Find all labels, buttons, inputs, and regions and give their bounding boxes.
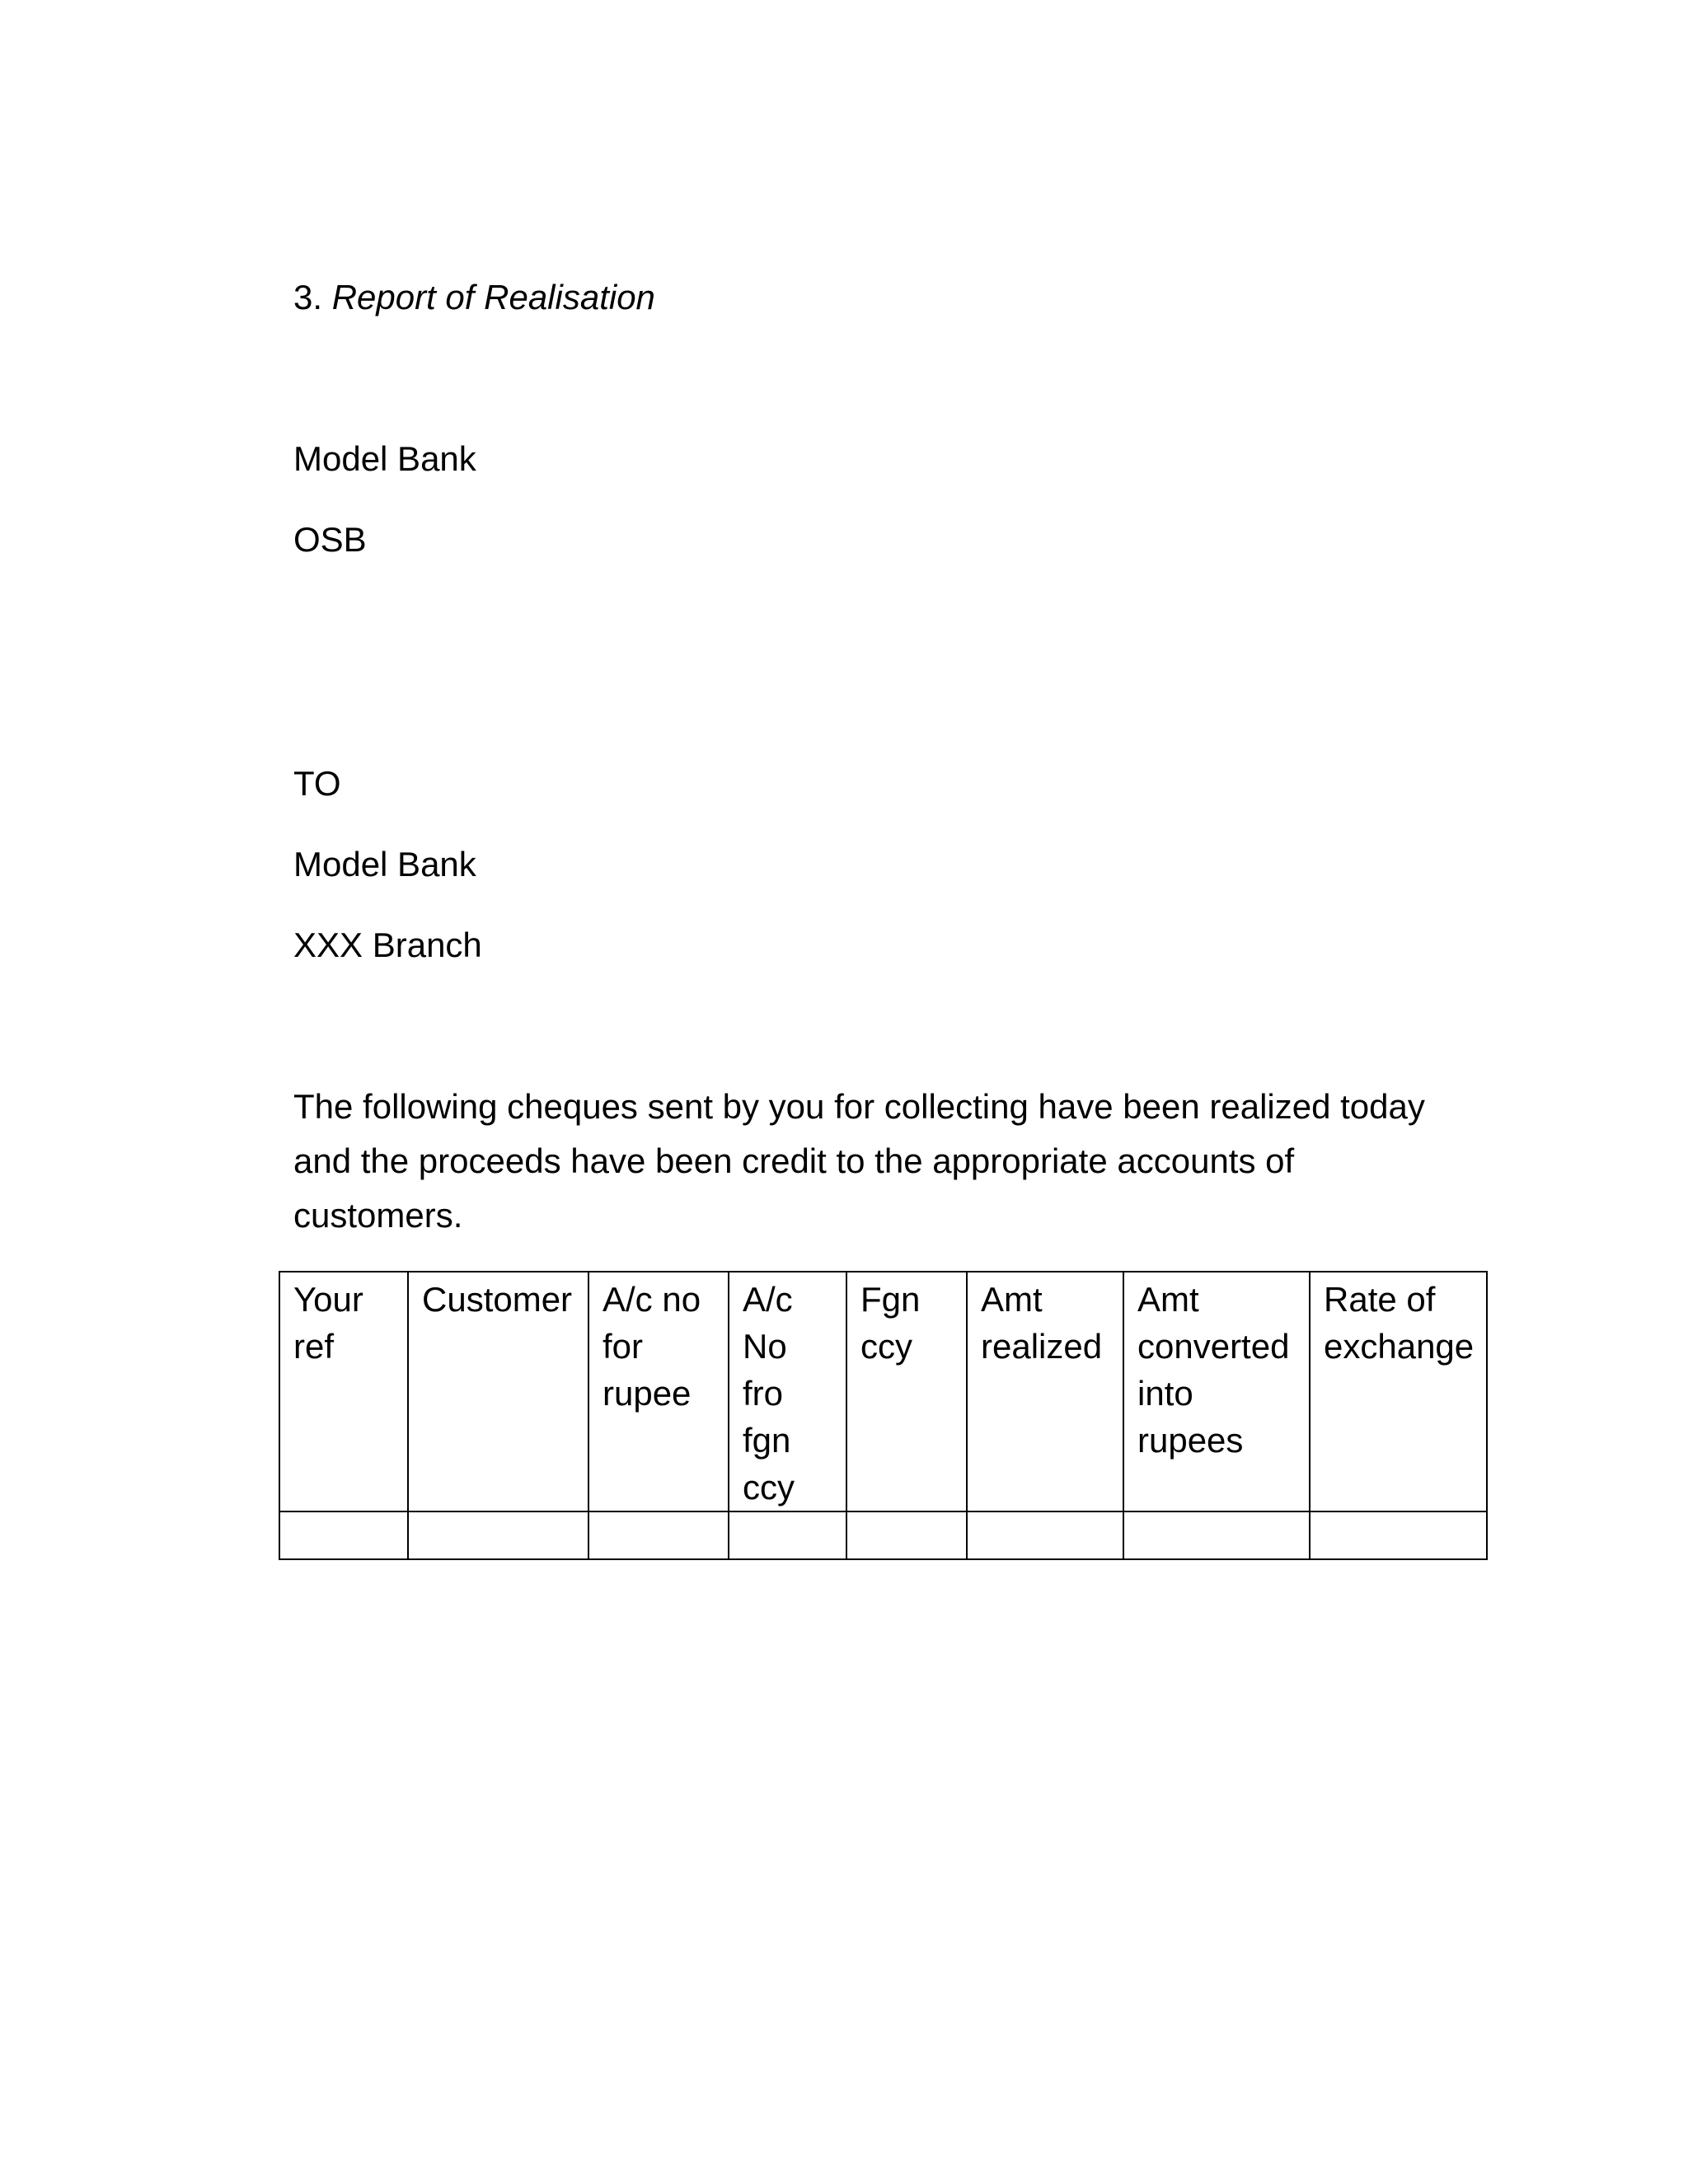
table-cell [279,1511,408,1559]
table-cell [967,1511,1123,1559]
body-paragraph [293,1080,1497,1243]
column-header-amt-realized [967,1272,1123,1511]
header-text: Amt [981,1280,1043,1319]
body-line: and the proceeds have been credit to the appropriate accounts of [293,1141,1295,1180]
to-bank: Model Bank [293,845,476,883]
header-text: exchange [1324,1327,1475,1366]
header-text: No [743,1327,787,1366]
table-cell [846,1511,967,1559]
table-cell [729,1511,846,1559]
header-text: rupees [1137,1421,1244,1460]
header-text: rupee [603,1374,692,1413]
realisation-table [279,1271,1488,1560]
header-text: fgn [743,1421,791,1460]
table-cell [1310,1511,1487,1559]
header-text: Customer [422,1280,573,1319]
header-text: converted [1137,1327,1290,1366]
column-header-ac-no-fgn-ccy [729,1272,846,1511]
column-header-your-ref [279,1272,408,1511]
column-header-rate-of-exchange [1310,1272,1487,1511]
header-text: ref [293,1327,335,1366]
header-text: for [603,1327,644,1366]
to-branch: XXX Branch [293,926,482,964]
table-row [279,1511,1487,1559]
column-header-ac-no-rupee [588,1272,729,1511]
body-line: customers. [293,1196,463,1235]
header-text: ccy [860,1327,912,1366]
from-branch: OSB [293,520,367,559]
header-text: Rate of [1324,1280,1436,1319]
heading-number: 3. [293,278,323,316]
table-header-row [279,1272,1487,1511]
header-text: ccy [743,1468,795,1507]
header-text: realized [981,1327,1103,1366]
body-line: The following cheques sent by you for collecting have been realized today [293,1087,1425,1126]
header-text: A/c no [603,1280,701,1319]
heading-title: Report of Realisation [331,278,655,316]
header-text: Amt [1137,1280,1199,1319]
header-text: Fgn [860,1280,921,1319]
header-text: Your [293,1280,363,1319]
column-header-amt-converted [1123,1272,1310,1511]
header-text: A/c [743,1280,793,1319]
header-text: fro [743,1374,784,1413]
table-cell [408,1511,588,1559]
from-bank: Model Bank [293,439,476,478]
column-header-fgn-ccy [846,1272,967,1511]
column-header-customer [408,1272,588,1511]
header-text: into [1137,1374,1193,1413]
table-cell [588,1511,729,1559]
report-heading [293,280,655,315]
to-label: TO [293,764,341,803]
table-cell [1123,1511,1310,1559]
